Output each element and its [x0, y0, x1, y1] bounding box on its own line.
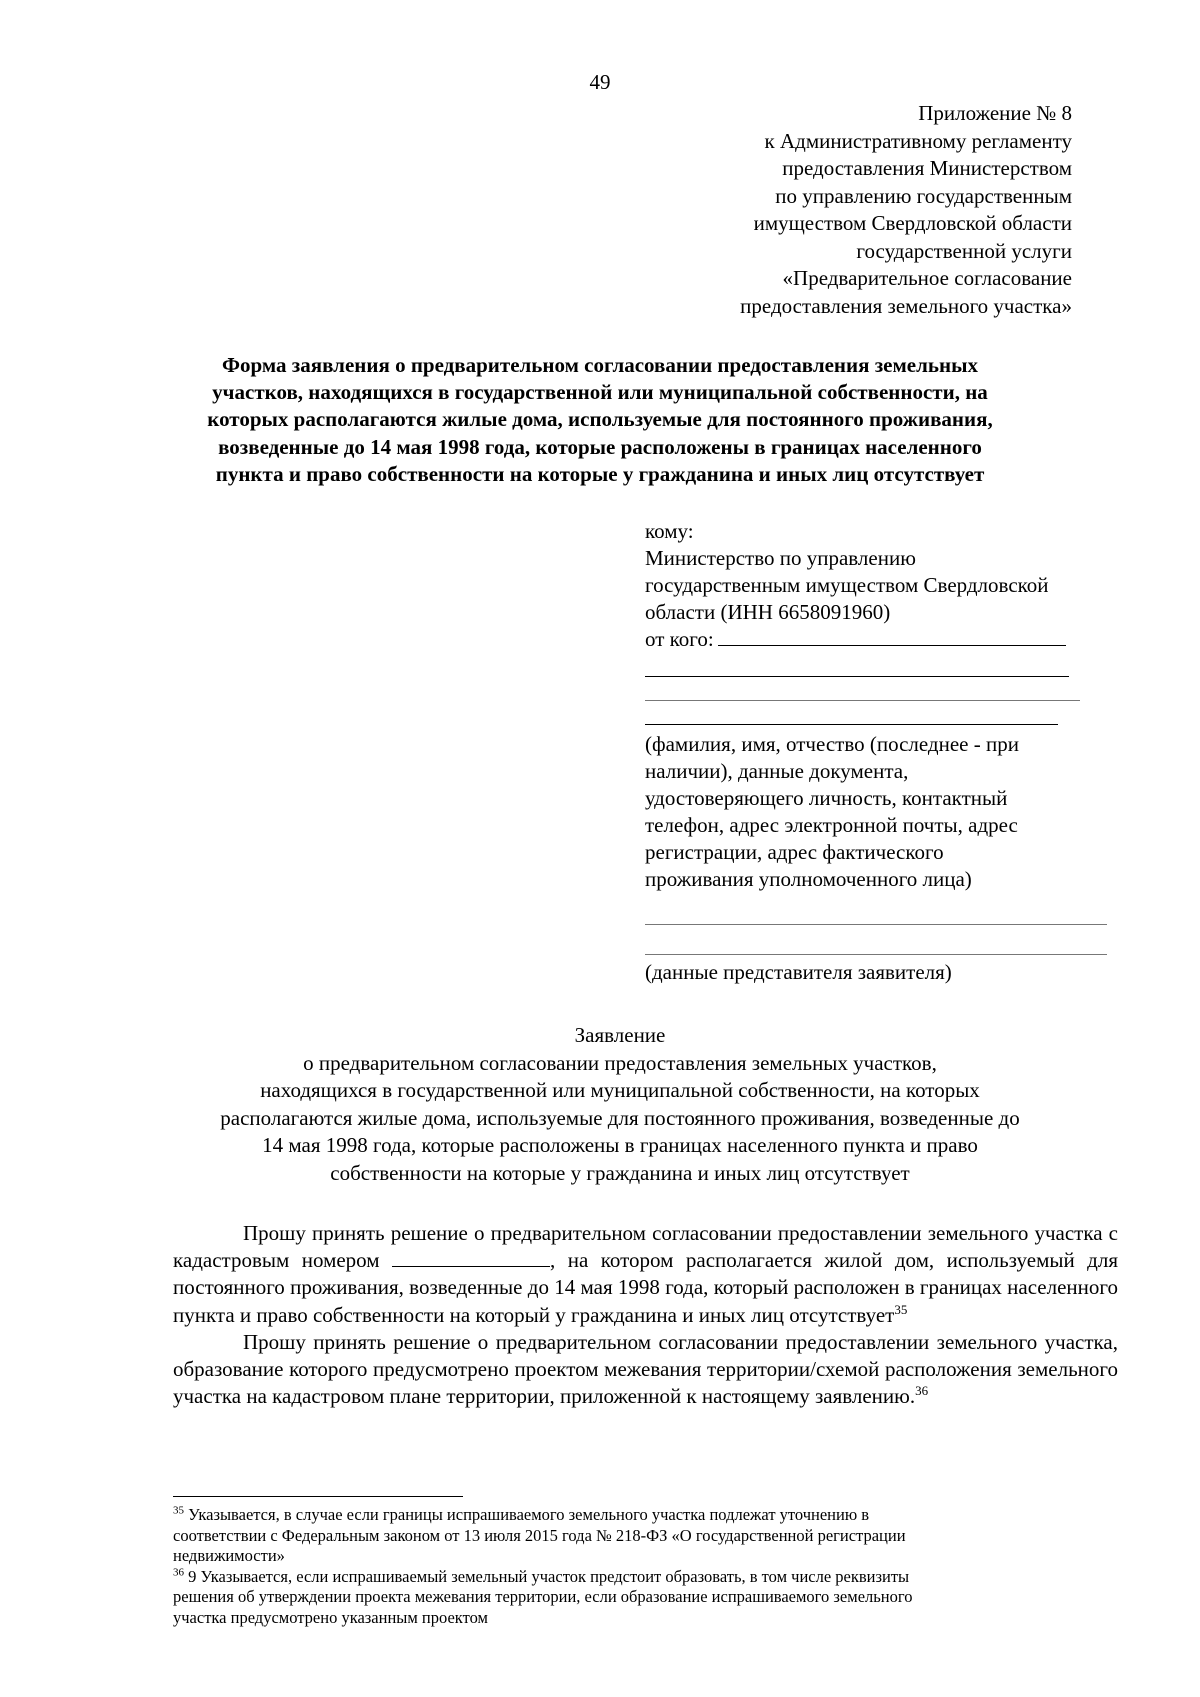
applicant-hint: [645, 731, 1135, 893]
applicant-hint-line: удостоверяющего личность, контактный: [645, 786, 1008, 810]
footnote-text: 9 Указывается, если испрашиваемый земельный участок предстоит образовать, в том числе реквизиты: [184, 1566, 910, 1586]
appendix-line: по управлению государственным: [775, 183, 1072, 208]
form-title-line: возведенные до 14 мая 1998 года, которые расположены в границах населенного: [218, 434, 982, 459]
statement-subtitle-line: находящихся в государственной или муниципальной собственности, на которых: [260, 1078, 980, 1102]
to-line: Министерство по управлению: [645, 546, 916, 570]
from-row: [645, 626, 1135, 653]
footnote-line: решения об утверждении проекта межевания территории, если образование испрашиваемого земельного: [173, 1587, 913, 1606]
footnotes: [173, 1505, 1118, 1628]
request-paragraph-2: [173, 1329, 1118, 1411]
from-label: от кого:: [645, 627, 714, 651]
footnote-text: Указывается, в случае если границы испрашиваемого земельного участка подлежат уточнению в: [184, 1505, 870, 1524]
appendix-line: предоставления земельного участка»: [740, 293, 1072, 318]
footnote-ref: 36: [915, 1383, 929, 1399]
footnote-line: недвижимости»: [173, 1546, 285, 1565]
cadastral-number-blank[interactable]: [392, 1250, 550, 1267]
footnote-36: [173, 1567, 1118, 1629]
applicant-hint-line: регистрации, адрес фактического: [645, 840, 944, 864]
statement-subtitle-line: собственности на которые у гражданина и иных лиц отсутствует: [330, 1160, 910, 1185]
to-line: области (ИНН 6658091960): [645, 600, 891, 624]
appendix-line: к Административному регламенту: [764, 128, 1072, 153]
representative-blank-line[interactable]: [645, 901, 1107, 925]
footnote-marker: 35: [173, 1504, 184, 1517]
footnote-line: [173, 1505, 1118, 1526]
statement-title: [120, 1022, 1120, 1187]
appendix-line: государственной услуги: [856, 238, 1072, 263]
page-number: 49: [589, 70, 611, 94]
representative-blank-line[interactable]: [645, 931, 1107, 955]
to-label: кому:: [645, 519, 694, 543]
appendix-line: Приложение № 8: [918, 101, 1072, 125]
addressee-block: [645, 518, 1135, 986]
footnote-line: соответствии с Федеральным законом от 13 июля 2015 года № 218-ФЗ «О государственной регистрации: [173, 1525, 906, 1545]
footnote-ref: 35: [894, 1301, 908, 1317]
footnote-marker: 36: [173, 1566, 184, 1578]
statement-body: [173, 1220, 1118, 1410]
form-title-line: участков, находящихся в государственной или муниципальной собственности, на: [212, 380, 988, 405]
para1-text-end: , на котором располагается жилой дом, используемый для постоянного проживания, возведенные до 14 мая 1998 года, который расположен в границах населенного пункта и право собственности на который у гражданина и иных лиц отсутствует: [173, 1248, 1118, 1327]
footnote-35: [173, 1505, 1118, 1567]
footnote-line: [173, 1567, 1118, 1588]
para1-text-start: Прошу принять решение о предварительном согласовании предоставлении земельного участка с кадастровым номером: [173, 1221, 1118, 1273]
from-blank-field[interactable]: [718, 627, 1066, 646]
representative-hint: (данные представителя заявителя): [645, 960, 952, 984]
footnote-line: участка предусмотрено указанным проектом: [173, 1607, 488, 1627]
form-title-line: Форма заявления о предварительном согласовании предоставления земельных: [221, 353, 979, 377]
statement-subtitle-line: о предварительном согласовании предоставления земельных участков,: [303, 1050, 937, 1075]
applicant-hint-line: наличии), данные документа,: [645, 759, 909, 783]
applicant-hint-line: телефон, адрес электронной почты, адрес: [645, 813, 1018, 837]
appendix-header: [740, 100, 1072, 320]
form-title-line: пункта и право собственности на которые у гражданина и иных лиц отсутствует: [215, 461, 985, 486]
statement-subtitle-line: располагаются жилые дома, используемые для постоянного проживания, возведенные до: [220, 1105, 1020, 1130]
form-title-line: которых располагаются жилые дома, используемые для постоянного проживания,: [207, 407, 993, 432]
applicant-blank-line[interactable]: [645, 701, 1058, 725]
applicant-hint-line: (фамилия, имя, отчество (последнее - при: [645, 732, 1019, 756]
appendix-line: предоставления Министерством: [782, 156, 1072, 180]
form-title: [140, 352, 1060, 488]
statement-subtitle-line: 14 мая 1998 года, которые расположены в границах населенного пункта и право: [262, 1133, 978, 1157]
footnote-separator: [173, 1496, 463, 1497]
statement-heading: Заявление: [574, 1023, 666, 1047]
appendix-line: «Предварительное согласование: [782, 266, 1072, 290]
request-paragraph-1: [173, 1220, 1118, 1329]
applicant-blank-line[interactable]: [645, 677, 1080, 701]
appendix-line: имуществом Свердловской области: [753, 211, 1072, 235]
applicant-hint-line: проживания уполномоченного лица): [645, 867, 972, 891]
para2-text: Прошу принять решение о предварительном согласовании предоставлении земельного участка, образование которого предусмотрено проектом межевания территории/схемой расположения земельного участка на кадастровом плане территории, приложенной к настоящему заявлению.: [173, 1329, 1118, 1409]
to-line: государственным имуществом Свердловской: [645, 573, 1049, 597]
applicant-blank-line[interactable]: [645, 653, 1069, 677]
